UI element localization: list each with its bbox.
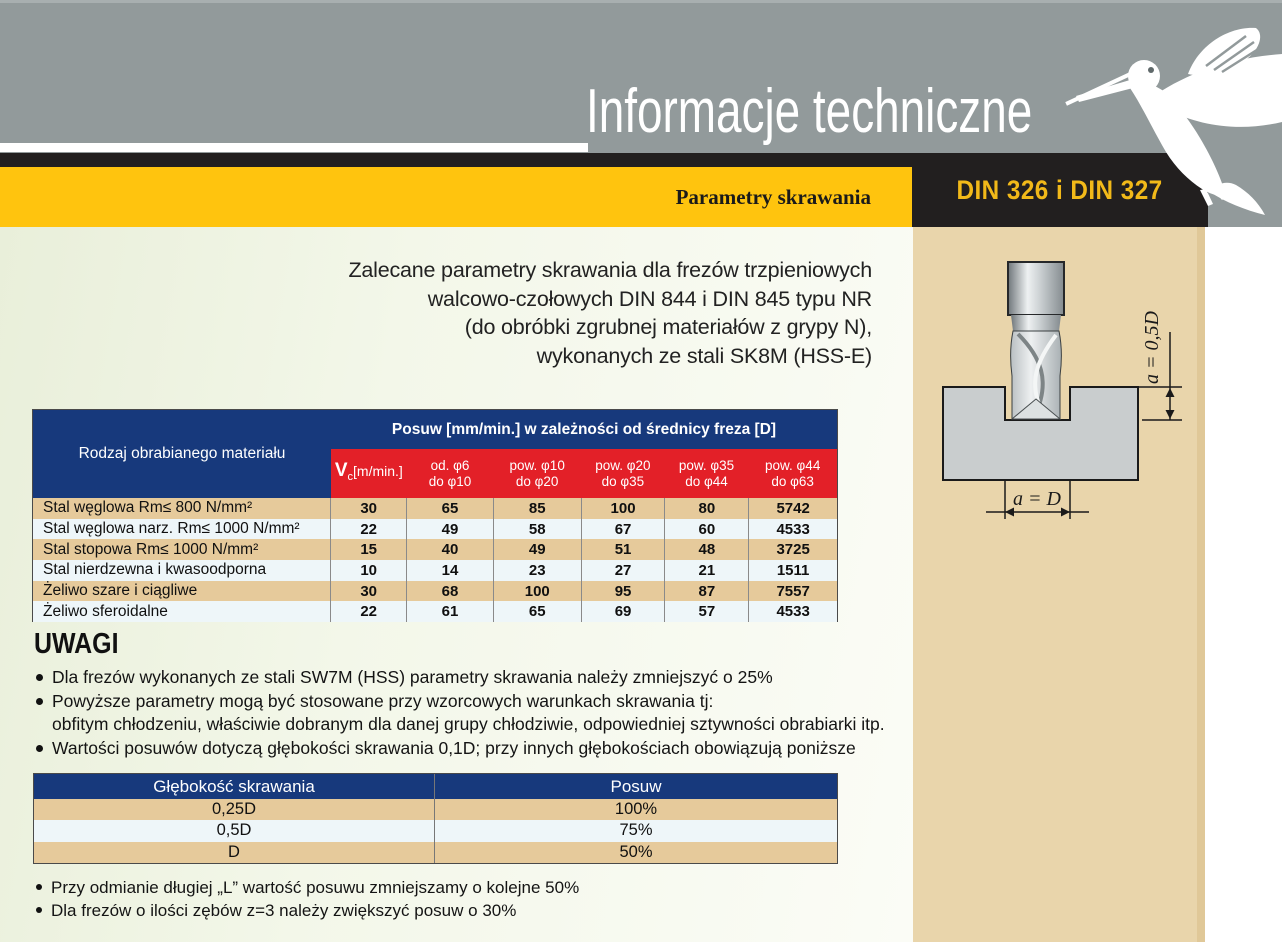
- diameter-column-header: pow. φ20 do φ35: [595, 457, 651, 489]
- banner-section-label: Parametry skrawania: [675, 185, 871, 209]
- width-dimension-label: a = D: [1013, 488, 1061, 510]
- table-body: [33, 498, 837, 622]
- cutting-params-table: [32, 409, 838, 622]
- header-top-edge: [0, 0, 1282, 3]
- note-item: Wartości posuwów dotyczą głębokości skrawania 0,1D; przy innych głębokościach obowiązują poniższe: [36, 737, 896, 761]
- diameter-column-header: od. φ6 do φ10: [428, 457, 472, 489]
- table-row: 0,5D 75%: [34, 820, 837, 841]
- title-underline-rule: [0, 143, 588, 152]
- diameter-subheader-row: [331, 449, 837, 498]
- bullet-icon: [36, 745, 43, 752]
- diameter-column-header: pow. φ35 do φ44: [678, 457, 735, 489]
- bullet-icon: [36, 698, 43, 705]
- depth-table-header: Głębokość skrawania Posuw: [34, 774, 837, 799]
- bullet-icon: [36, 907, 42, 913]
- notes-title: UWAGI: [34, 628, 119, 660]
- end-mill-diagram: [913, 227, 1205, 942]
- note-item: Przy odmianie długiej „L” wartość posuwu zmniejszamy o kolejne 50%: [36, 876, 856, 899]
- footer-notes: [36, 876, 856, 922]
- intro-line: walcowo-czołowych DIN 844 i DIN 845 typu NR: [427, 286, 872, 311]
- din-badge-label: DIN 326 i DIN 327: [956, 174, 1164, 205]
- table-row: Stal nierdzewna i kwasoodporna 10 14 23 27 21 1511: [33, 560, 837, 581]
- vc-column-header: $V_c[m/\min.]$: [334, 459, 403, 483]
- intro-paragraph: [280, 256, 872, 370]
- note-item: Dla frezów wykonanych ze stali SW7M (HSS) parametry skrawania należy zmniejszyć o 25%: [36, 666, 896, 690]
- hummingbird-icon: [1060, 10, 1282, 240]
- depth-feed-table: [33, 773, 838, 864]
- diameter-column-header: pow. φ10 do φ20: [509, 457, 565, 489]
- intro-line: (do obróbki zgrubnej materiałów z grypy N),: [464, 315, 872, 339]
- note-item: Dla frezów o ilości zębów z=3 należy zwiększyć posuw o 30%: [36, 899, 856, 922]
- page-title: Informacje techniczne: [586, 77, 1033, 146]
- table-row: D 50%: [34, 842, 837, 863]
- feed-span-header: Posuw [mm/min.] w zależności od średnicy freza [D]: [331, 410, 837, 449]
- table-row: Stal węglowa narz. Rm≤ 1000 N/mm² 22 49 58 67 60 4533: [33, 519, 837, 540]
- cutter-shank: [1008, 262, 1064, 315]
- table-row: Żeliwo sferoidalne 22 61 65 69 57 4533: [33, 601, 837, 622]
- table-row: 0,25D 100%: [34, 799, 837, 820]
- intro-line: Zalecane parametry skrawania dla frezów trzpieniowych: [348, 258, 872, 282]
- material-column-header: Rodzaj obrabianego materiału: [33, 410, 331, 498]
- bullet-icon: [36, 884, 42, 890]
- intro-line: wykonanych ze stali SK8M (HSS-E): [536, 343, 872, 368]
- note-item: Powyższe parametry mogą być stosowane przy wzorcowych warunkach skrawania tj:: [36, 690, 896, 714]
- table-row: Stal węglowa Rm≤ 800 N/mm² 30 65 85 100 80 5742: [33, 498, 837, 519]
- bullet-icon: [36, 674, 43, 681]
- notes-list: [36, 666, 896, 760]
- diameter-column-header: pow. φ44 do φ63: [765, 457, 821, 489]
- table-row: Stal stopowa Rm≤ 1000 N/mm² 15 40 49 51 48 3725: [33, 539, 837, 560]
- note-continuation: obfitym chłodzeniu, właściwie dobranym dla danej grupy chłodziwie, odpowiedniej sztywności obrabiarki itp.: [52, 714, 885, 734]
- table-row: Żeliwo szare i ciągliwe 30 68 100 95 87 7557: [33, 581, 837, 602]
- banner-yellow: [0, 167, 912, 227]
- depth-dimension-label: a = 0,5D: [1141, 311, 1163, 384]
